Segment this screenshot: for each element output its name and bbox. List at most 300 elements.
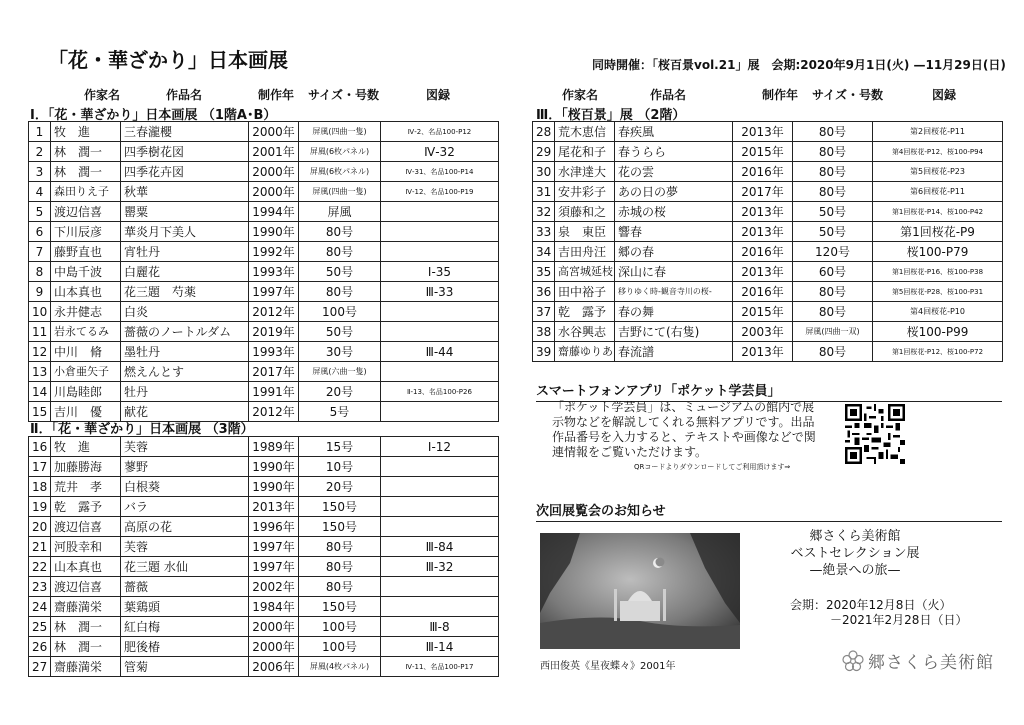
size: 100号 (299, 637, 381, 657)
artist-name: 中川 脩 (51, 342, 121, 362)
work-title: 紅白梅 (121, 617, 249, 637)
year: 1997年 (249, 537, 299, 557)
size: 50号 (793, 202, 873, 222)
table-row (533, 342, 1003, 362)
catalog-ref: 第5回桜花-P23 (873, 162, 1003, 182)
size: 50号 (299, 262, 381, 282)
catalog-ref (381, 362, 499, 382)
size: 80号 (299, 577, 381, 597)
size: 屏風(4枚パネル) (299, 657, 381, 677)
size: 屏風(四曲一隻) (299, 182, 381, 202)
catalog-ref: 第4回桜花-P12、桜100-P94 (873, 142, 1003, 162)
work-title: 献花 (121, 402, 249, 422)
artist-name: 山本真也 (51, 282, 121, 302)
artist-name: 林 潤一 (51, 637, 121, 657)
catalog-ref: Ⅳ-2、名品100-P12 (381, 122, 499, 142)
artist-name: 高宮城延枝 (555, 262, 615, 282)
size: 屏風(四曲一隻) (299, 122, 381, 142)
item-number: 22 (29, 557, 51, 577)
work-title: 牡丹 (121, 382, 249, 402)
work-title: 芙蓉 (121, 537, 249, 557)
table-row (29, 537, 499, 557)
item-number: 33 (533, 222, 555, 242)
work-title: あの日の夢 (615, 182, 733, 202)
catalog-ref: 第6回桜花-P11 (873, 182, 1003, 202)
work-title: 春の舞 (615, 302, 733, 322)
size: 20号 (299, 477, 381, 497)
table-row (29, 617, 499, 637)
size: 80号 (299, 557, 381, 577)
catalog-ref: 第1回桜花-P9 (873, 222, 1003, 242)
year: 2013年 (733, 122, 793, 142)
size: 100号 (299, 617, 381, 637)
table-row (533, 282, 1003, 302)
size: 80号 (793, 342, 873, 362)
artist-name: 吉田舟汪 (555, 242, 615, 262)
section-3-title: Ⅲ．「桜百景」展 （2階） (536, 108, 686, 123)
artist-name: 岩永てるみ (51, 322, 121, 342)
year: 1993年 (249, 342, 299, 362)
item-number: 29 (533, 142, 555, 162)
size: 80号 (793, 162, 873, 182)
work-title: 墨牡丹 (121, 342, 249, 362)
year: 2013年 (733, 342, 793, 362)
exhibition-name: ベストセレクション展 (790, 546, 920, 561)
year: 2013年 (733, 262, 793, 282)
table-row (533, 262, 1003, 282)
catalog-ref: Ⅰ-35 (381, 262, 499, 282)
artist-name: 吉川 優 (51, 402, 121, 422)
size: 80号 (299, 242, 381, 262)
next-exhibition-name (770, 528, 940, 579)
size: 10号 (299, 457, 381, 477)
size: 80号 (299, 222, 381, 242)
artist-name: 河股幸和 (51, 537, 121, 557)
size: 80号 (793, 122, 873, 142)
exhibition-period (790, 598, 967, 628)
item-number: 19 (29, 497, 51, 517)
catalog-ref: 第5回桜花-P28、桜100-P31 (873, 282, 1003, 302)
item-number: 2 (29, 142, 51, 162)
work-title: 蓼野 (121, 457, 249, 477)
painting-image (540, 533, 740, 649)
item-number: 24 (29, 597, 51, 617)
table-row (29, 657, 499, 677)
table-row (29, 242, 499, 262)
table-row (29, 637, 499, 657)
catalog-ref: 第4回桜花-P10 (873, 302, 1003, 322)
year: 2000年 (249, 122, 299, 142)
item-number: 25 (29, 617, 51, 637)
table-row (29, 437, 499, 457)
item-number: 37 (533, 302, 555, 322)
year: 2015年 (733, 142, 793, 162)
artist-name: 荒井 孝 (51, 477, 121, 497)
catalog-ref: Ⅳ-11、名品100-P17 (381, 657, 499, 677)
table-row (533, 122, 1003, 142)
work-title: 管菊 (121, 657, 249, 677)
work-title: 華炎月下美人 (121, 222, 249, 242)
work-title: 燃えんとす (121, 362, 249, 382)
size: 120号 (793, 242, 873, 262)
year: 2016年 (733, 282, 793, 302)
year: 2012年 (249, 402, 299, 422)
artist-name: 水谷興志 (555, 322, 615, 342)
catalog-ref: Ⅰ-12 (381, 437, 499, 457)
catalog-ref: Ⅲ-32 (381, 557, 499, 577)
work-title: 宵牡丹 (121, 242, 249, 262)
work-title: 三春瀧櫻 (121, 122, 249, 142)
item-number: 30 (533, 162, 555, 182)
work-title: 葉鶏頭 (121, 597, 249, 617)
catalog-ref: Ⅲ-44 (381, 342, 499, 362)
table-row (533, 302, 1003, 322)
table-row (533, 242, 1003, 262)
table-row (29, 162, 499, 182)
table-row (533, 162, 1003, 182)
artist-name: 齋藤ゆりあ (555, 342, 615, 362)
item-number: 6 (29, 222, 51, 242)
work-title: 秋華 (121, 182, 249, 202)
artist-name: 中島千波 (51, 262, 121, 282)
size: 屏風 (299, 202, 381, 222)
artist-name: 林 潤一 (51, 162, 121, 182)
size: 20号 (299, 382, 381, 402)
year: 1996年 (249, 517, 299, 537)
museum-name: 郷さくら美術館 (809, 529, 901, 544)
catalog-ref: Ⅳ-32 (381, 142, 499, 162)
artist-name: 齋藤満栄 (51, 657, 121, 677)
size: 80号 (793, 182, 873, 202)
artist-name: 田中裕子 (555, 282, 615, 302)
artist-name: 牧 進 (51, 437, 121, 457)
catalog-ref: 桜100-P79 (873, 242, 1003, 262)
logo-text: 郷さくら美術館 (868, 653, 994, 673)
artist-name: 渡辺信喜 (51, 517, 121, 537)
work-title: 春流譜 (615, 342, 733, 362)
artist-name: 須藤和之 (555, 202, 615, 222)
table-row (29, 302, 499, 322)
item-number: 14 (29, 382, 51, 402)
work-title: 白根葵 (121, 477, 249, 497)
catalog-ref: Ⅲ-14 (381, 637, 499, 657)
table-row (29, 477, 499, 497)
year: 1993年 (249, 262, 299, 282)
item-number: 15 (29, 402, 51, 422)
year: 1990年 (249, 222, 299, 242)
table-row (29, 202, 499, 222)
app-description: 「ポケット学芸員」は、ミュージアムの館内で展示物などを解説してくれる無料アプリです。出品作品番号を入力すると、テキストや画像などで関連情報をご覧いただけます。 (552, 400, 816, 459)
header-catalog: 図録 (426, 88, 451, 102)
work-title: 赤城の桜 (615, 202, 733, 222)
item-number: 16 (29, 437, 51, 457)
work-title: 薔薇のノートルダム (121, 322, 249, 342)
work-title: 春うらら (615, 142, 733, 162)
year: 2016年 (733, 162, 793, 182)
item-number: 31 (533, 182, 555, 202)
table-row (29, 222, 499, 242)
size: 50号 (299, 322, 381, 342)
work-title: 花三題 芍薬 (121, 282, 249, 302)
header-artist: 作家名 (84, 88, 121, 102)
year: 2016年 (733, 242, 793, 262)
item-number: 18 (29, 477, 51, 497)
item-number: 13 (29, 362, 51, 382)
year: 2002年 (249, 577, 299, 597)
catalog-ref: 第1回桜花-P14、桜100-P42 (873, 202, 1003, 222)
year: 2015年 (733, 302, 793, 322)
item-number: 27 (29, 657, 51, 677)
item-number: 5 (29, 202, 51, 222)
app-section-title: スマートフォンアプリ「ポケット学芸員」 (536, 380, 1002, 402)
item-number: 23 (29, 577, 51, 597)
header-work-right: 作品名 (650, 88, 687, 102)
size: 150号 (299, 597, 381, 617)
catalog-ref: 第1回桜花-P12、桜100-P72 (873, 342, 1003, 362)
artist-name: 荒木恵信 (555, 122, 615, 142)
table-row (29, 182, 499, 202)
catalog-ref: Ⅳ-31、名品100-P14 (381, 162, 499, 182)
size: 80号 (793, 302, 873, 322)
work-title: 芙蓉 (121, 437, 249, 457)
catalog-ref: Ⅳ-12、名品100-P19 (381, 182, 499, 202)
item-number: 21 (29, 537, 51, 557)
table-row (29, 322, 499, 342)
year: 2013年 (733, 202, 793, 222)
item-number: 4 (29, 182, 51, 202)
year: 2019年 (249, 322, 299, 342)
year: 1989年 (249, 437, 299, 457)
catalog-ref (381, 242, 499, 262)
item-number: 26 (29, 637, 51, 657)
size: 80号 (793, 142, 873, 162)
size: 100号 (299, 302, 381, 322)
item-number: 10 (29, 302, 51, 322)
artist-name: 森田りえ子 (51, 182, 121, 202)
year: 2013年 (249, 497, 299, 517)
table-row (29, 597, 499, 617)
item-number: 7 (29, 242, 51, 262)
catalog-ref (381, 457, 499, 477)
qr-note: QRコードよりダウンロードしてご利用頂けます⇒ (634, 463, 791, 471)
catalog-ref: Ⅲ-33 (381, 282, 499, 302)
table-row (29, 517, 499, 537)
work-title: 響春 (615, 222, 733, 242)
item-number: 12 (29, 342, 51, 362)
section-3-table (532, 121, 1003, 362)
catalog-ref (381, 597, 499, 617)
period-end: －2021年2月28日（日） (830, 613, 968, 627)
item-number: 34 (533, 242, 555, 262)
work-title: 深山に春 (615, 262, 733, 282)
work-title: 郷の春 (615, 242, 733, 262)
table-row (29, 122, 499, 142)
artist-name: 安井彩子 (555, 182, 615, 202)
qr-code-icon[interactable] (845, 404, 905, 464)
work-title: 花三題 水仙 (121, 557, 249, 577)
size: 30号 (299, 342, 381, 362)
artist-name: 渡辺信喜 (51, 202, 121, 222)
table-row (533, 182, 1003, 202)
section-2-table (28, 436, 499, 677)
size: 80号 (793, 282, 873, 302)
catalog-ref (381, 202, 499, 222)
artist-name: 加藤勝海 (51, 457, 121, 477)
year: 2017年 (249, 362, 299, 382)
artist-name: 渡辺信喜 (51, 577, 121, 597)
table-row (29, 142, 499, 162)
work-title: 花の雲 (615, 162, 733, 182)
year: 2017年 (733, 182, 793, 202)
artist-name: 林 潤一 (51, 142, 121, 162)
year: 1991年 (249, 382, 299, 402)
catalog-ref: 桜100-P99 (873, 322, 1003, 342)
artist-name: 川島睦郎 (51, 382, 121, 402)
artist-name: 永井健志 (51, 302, 121, 322)
item-number: 17 (29, 457, 51, 477)
next-exhibition-title: 次回展覧会のお知らせ (536, 500, 1002, 522)
work-title: 高原の花 (121, 517, 249, 537)
item-number: 9 (29, 282, 51, 302)
year: 1994年 (249, 202, 299, 222)
year: 1990年 (249, 477, 299, 497)
catalog-ref (381, 402, 499, 422)
size: 80号 (299, 282, 381, 302)
header-artist-right: 作家名 (562, 88, 599, 102)
size: 屏風(6枚パネル) (299, 142, 381, 162)
table-row (29, 557, 499, 577)
size: 5号 (299, 402, 381, 422)
work-title: 四季花卉図 (121, 162, 249, 182)
catalog-ref: 第1回桜花-P16、桜100-P38 (873, 262, 1003, 282)
catalog-ref (381, 222, 499, 242)
size: 60号 (793, 262, 873, 282)
year: 2000年 (249, 162, 299, 182)
size: 150号 (299, 517, 381, 537)
work-title: バラ (121, 497, 249, 517)
year: 2006年 (249, 657, 299, 677)
year: 1992年 (249, 242, 299, 262)
museum-logo (842, 648, 994, 673)
size: 屏風(四曲一双) (793, 322, 873, 342)
year: 2003年 (733, 322, 793, 342)
exhibition-subtitle: —絶景への旅— (809, 563, 901, 578)
header-size-right: サイズ・号数 (812, 88, 884, 102)
sakura-logo-icon (842, 650, 864, 672)
year: 2000年 (249, 182, 299, 202)
header-catalog-right: 図録 (932, 88, 957, 102)
year: 1990年 (249, 457, 299, 477)
artist-name: 牧 進 (51, 122, 121, 142)
table-row (533, 142, 1003, 162)
year: 1997年 (249, 282, 299, 302)
work-title: 罌粟 (121, 202, 249, 222)
artist-name: 藤野直也 (51, 242, 121, 262)
artist-name: 乾 露予 (51, 497, 121, 517)
work-title: 春疾風 (615, 122, 733, 142)
item-number: 36 (533, 282, 555, 302)
header-work: 作品名 (166, 88, 203, 102)
artist-name: 山本真也 (51, 557, 121, 577)
item-number: 32 (533, 202, 555, 222)
artist-name: 水津達大 (555, 162, 615, 182)
catalog-ref (381, 517, 499, 537)
year: 2000年 (249, 637, 299, 657)
catalog-ref: 第2回桜花-P11 (873, 122, 1003, 142)
section-1-table (28, 121, 499, 422)
artist-name: 齋藤満栄 (51, 597, 121, 617)
year: 2000年 (249, 617, 299, 637)
work-title: 白麗花 (121, 262, 249, 282)
item-number: 3 (29, 162, 51, 182)
artist-name: 小倉亜矢子 (51, 362, 121, 382)
artist-name: 泉 東臣 (555, 222, 615, 242)
table-row (533, 222, 1003, 242)
header-size: サイズ・号数 (308, 88, 380, 102)
item-number: 1 (29, 122, 51, 142)
section-2-title: Ⅱ．「花・華ざかり」日本画展 （3階） (30, 422, 254, 437)
table-row (29, 382, 499, 402)
catalog-ref: Ⅱ-13、名品100-P26 (381, 382, 499, 402)
catalog-ref (381, 577, 499, 597)
item-number: 8 (29, 262, 51, 282)
work-title: 肥後椿 (121, 637, 249, 657)
item-number: 35 (533, 262, 555, 282)
year: 2013年 (733, 222, 793, 242)
catalog-ref (381, 477, 499, 497)
table-row (29, 282, 499, 302)
size: 屏風(6枚パネル) (299, 162, 381, 182)
year: 2001年 (249, 142, 299, 162)
concurrent-exhibition: 同時開催：「桜百景vol.21」展 会期:2020年9月1日(火) —11月29日(日) (592, 58, 1006, 72)
artist-name: 林 潤一 (51, 617, 121, 637)
item-number: 20 (29, 517, 51, 537)
year: 1984年 (249, 597, 299, 617)
size: 150号 (299, 497, 381, 517)
work-title: 白炎 (121, 302, 249, 322)
artist-name: 尾花和子 (555, 142, 615, 162)
table-row (533, 202, 1003, 222)
table-row (29, 342, 499, 362)
artist-name: 下川辰彦 (51, 222, 121, 242)
section-1-title: Ⅰ．「花・華ざかり」日本画展 （1階A･B） (30, 108, 277, 123)
item-number: 38 (533, 322, 555, 342)
year: 2012年 (249, 302, 299, 322)
item-number: 39 (533, 342, 555, 362)
catalog-ref (381, 322, 499, 342)
header-year: 制作年 (258, 88, 295, 102)
catalog-ref: Ⅲ-8 (381, 617, 499, 637)
header-year-right: 制作年 (762, 88, 799, 102)
table-row (29, 362, 499, 382)
catalog-ref (381, 302, 499, 322)
painting-caption: 西田俊英《星夜蝶々》2001年 (540, 661, 676, 672)
catalog-ref (381, 497, 499, 517)
year: 1997年 (249, 557, 299, 577)
table-row (29, 577, 499, 597)
size: 80号 (299, 537, 381, 557)
item-number: 28 (533, 122, 555, 142)
work-title: 薔薇 (121, 577, 249, 597)
table-row (29, 262, 499, 282)
period-start: 会期：2020年12月8日（火） (790, 598, 952, 612)
table-row (29, 457, 499, 477)
size: 15号 (299, 437, 381, 457)
work-title: 四季樹花図 (121, 142, 249, 162)
page-title: 「花・華ざかり」日本画展 (48, 48, 288, 72)
work-title: 吉野にて(右隻) (615, 322, 733, 342)
table-row (533, 322, 1003, 342)
